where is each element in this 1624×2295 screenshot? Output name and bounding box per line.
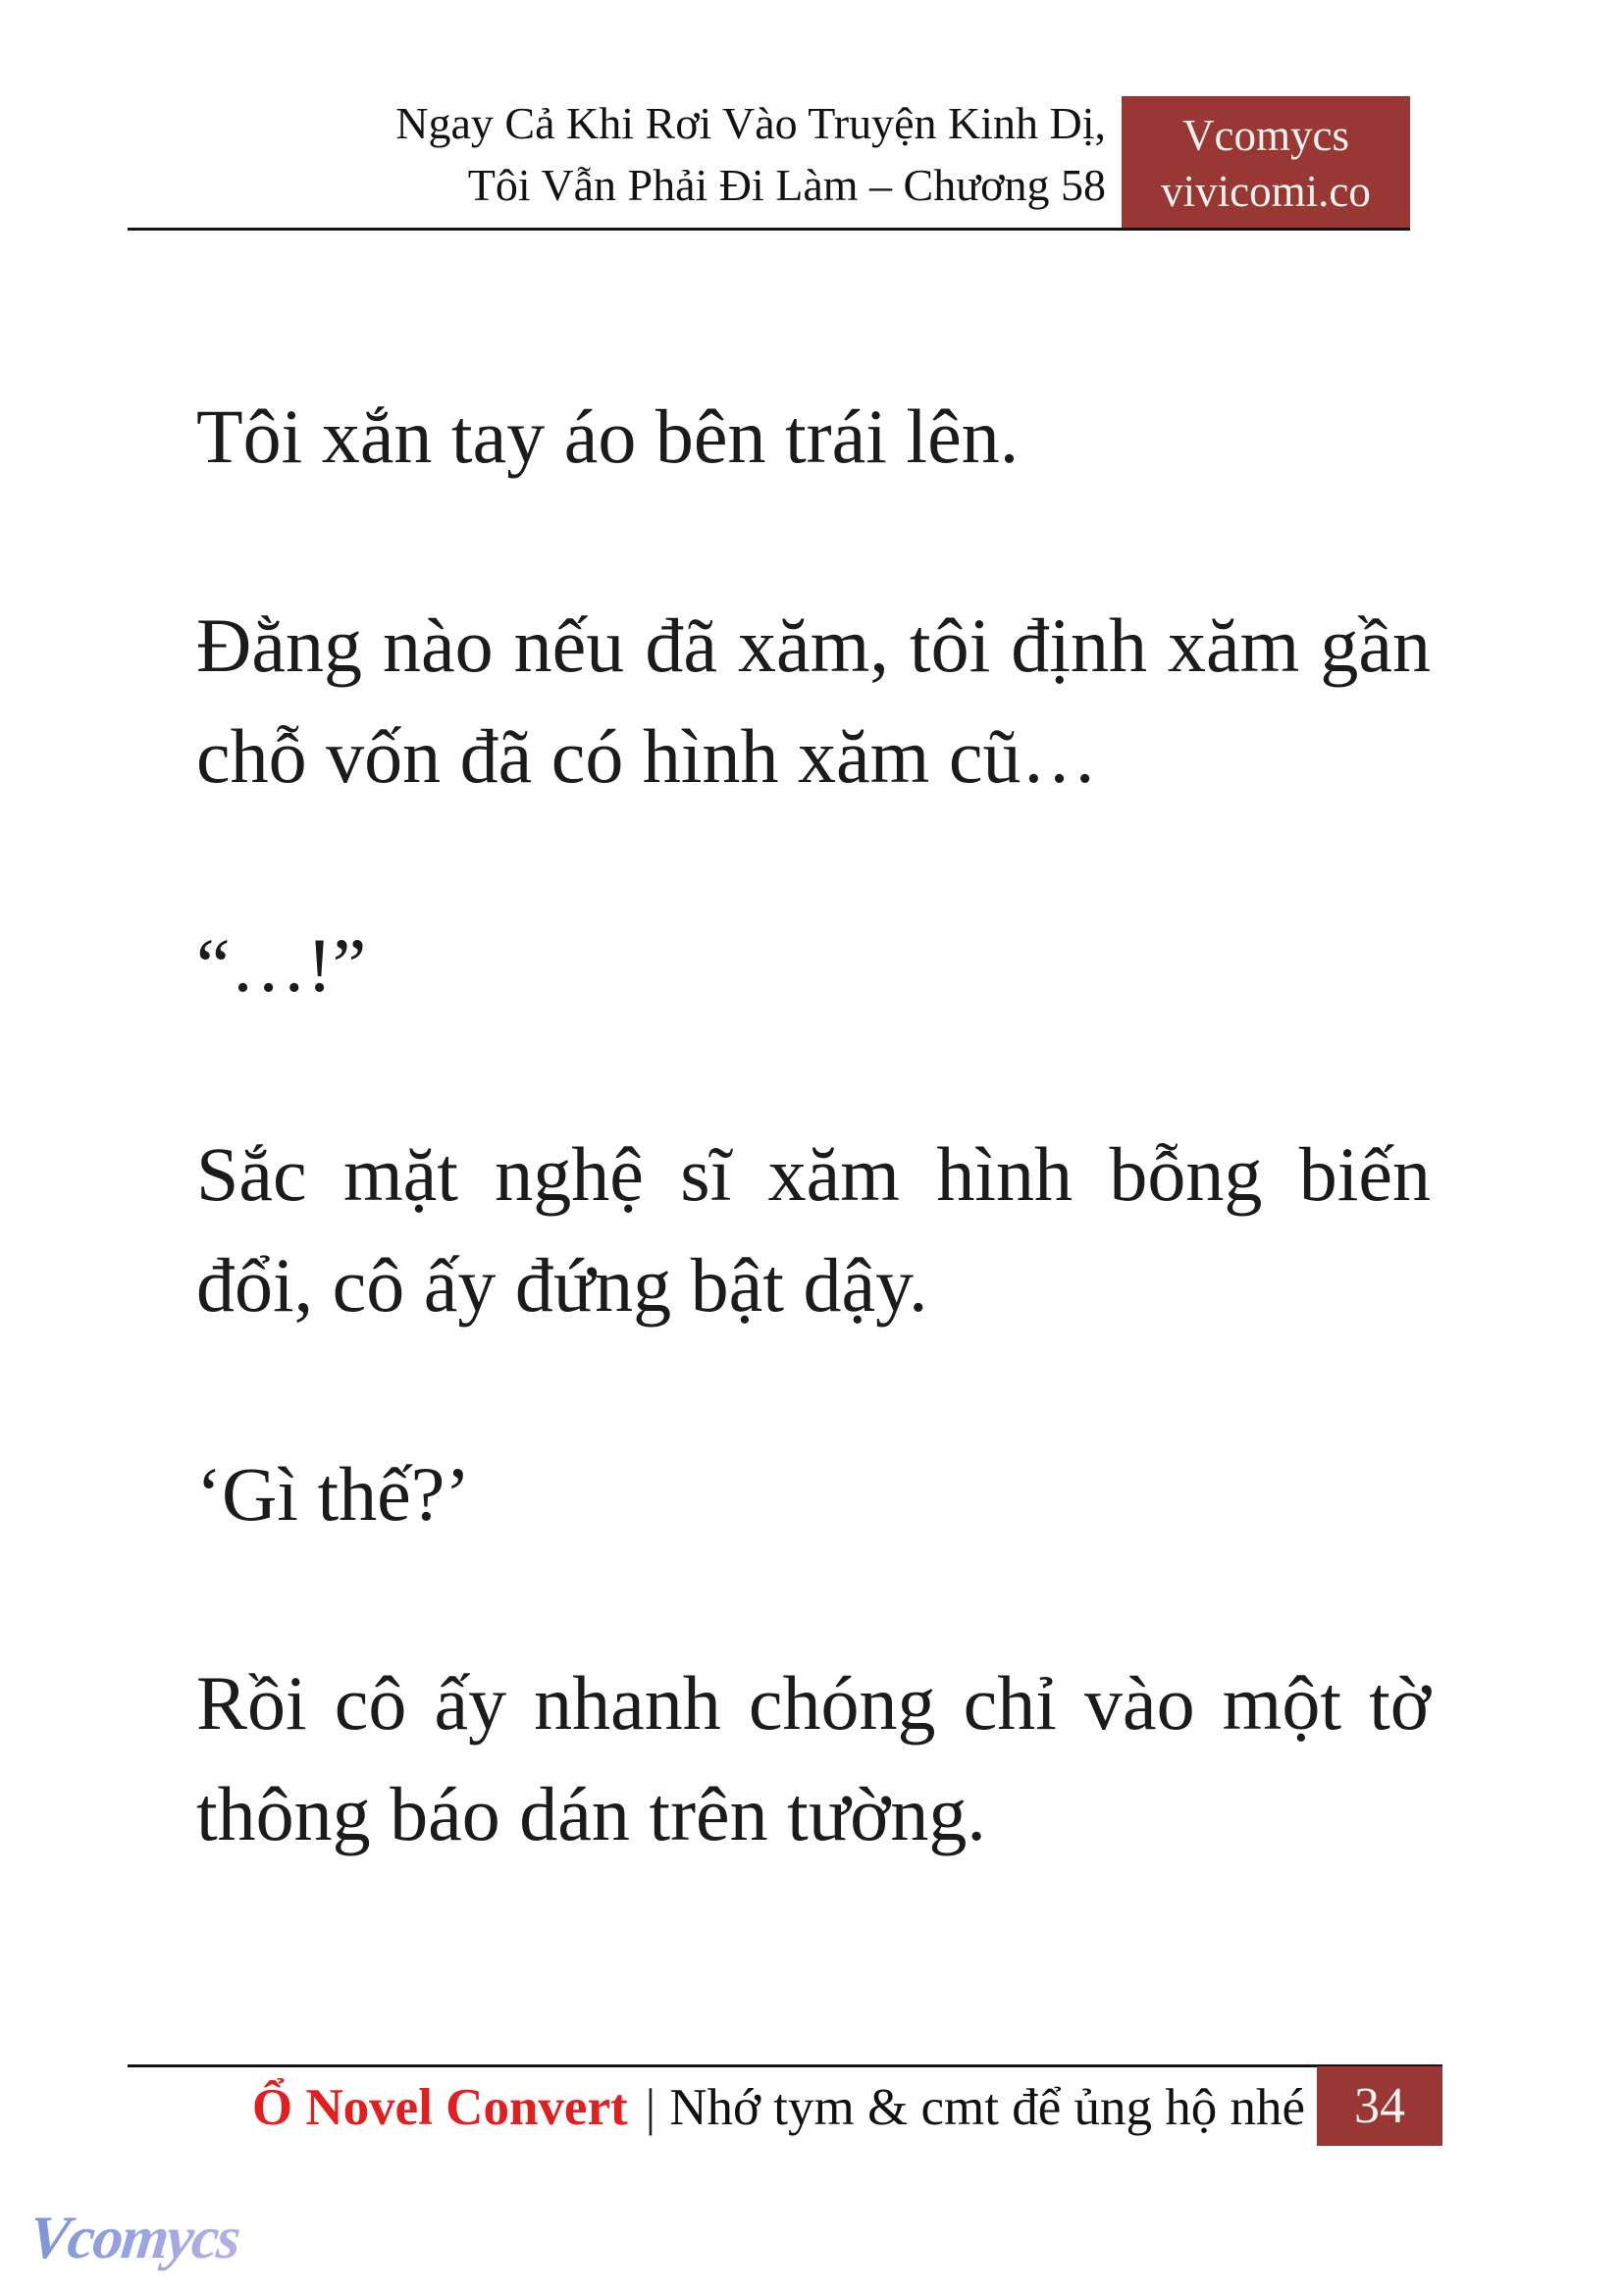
paragraph: ‘Gì thế?’ (196, 1451, 471, 1537)
paragraph: Rồi cô ấy nhanh chóng chỉ vào một tờ thông báo dán trên tường. (196, 1660, 1431, 1856)
page-number: 34 (1354, 2078, 1405, 2134)
brand-box (1122, 96, 1410, 231)
page-number-box (1317, 2066, 1442, 2146)
paragraph: Đằng nào nếu đã xăm, tôi định xăm gần chỗ vốn đã có hình xăm cũ… (196, 602, 1431, 799)
footer-credit (252, 2076, 1305, 2139)
header-divider (128, 228, 1410, 231)
footer-divider (128, 2064, 1442, 2067)
paragraph: Tôi xắn tay áo bên trái lên. (196, 393, 1020, 479)
watermark-logo: Vcomycs (26, 2205, 242, 2271)
footer-note: Nhớ tym & cmt để ủng hộ nhé (669, 2079, 1305, 2136)
footer-brand: Ổ Novel Convert (251, 2079, 628, 2136)
page-title-line2: Tôi Vẫn Phải Đi Làm – Chương 58 (467, 160, 1106, 210)
brand-site: vivicomi.co (1161, 166, 1371, 216)
page-title-line1: Ngay Cả Khi Rơi Vào Truyện Kinh Dị, (395, 98, 1106, 148)
paragraph: Sắc mặt nghệ sĩ xăm hình bỗng biến đổi, cô ấy đứng bật dậy. (196, 1131, 1431, 1328)
body-text (196, 381, 1431, 1869)
paragraph: “…!” (196, 922, 367, 1008)
brand-name: Vcomycs (1182, 110, 1349, 160)
page-title (395, 92, 1106, 216)
footer-separator: | (645, 2079, 656, 2136)
